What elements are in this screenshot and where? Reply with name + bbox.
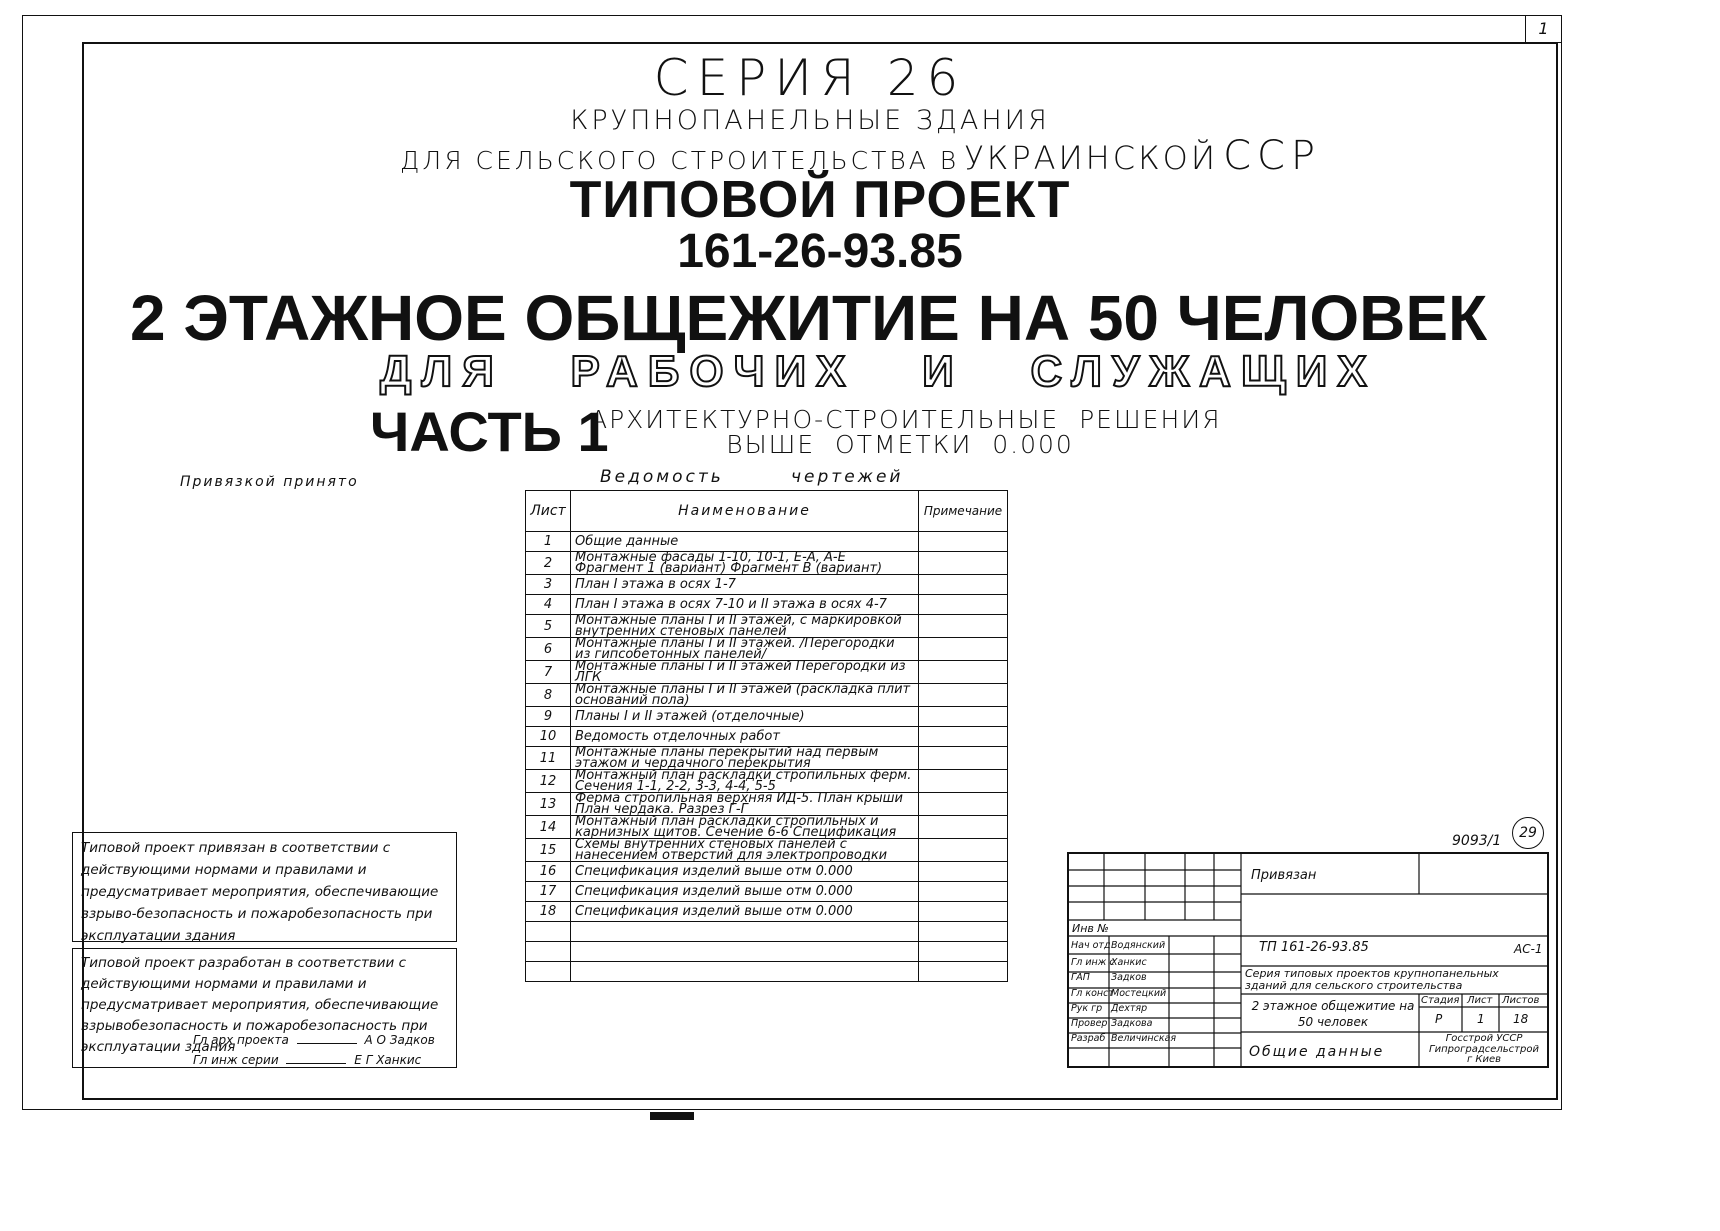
sheet-row-note: [919, 552, 1008, 575]
sheet-row-number: 14: [526, 816, 571, 839]
sheet-row-note: [919, 862, 1008, 882]
sheet-list-body: [526, 532, 1008, 982]
stage-value: Р: [1435, 1012, 1443, 1026]
sheet-row-note: [919, 661, 1008, 684]
sheet-row: [526, 595, 1008, 615]
sheet-row-note: [919, 922, 1008, 942]
staff-name: Ханкис: [1111, 957, 1147, 968]
sheet-row-number: 9: [526, 707, 571, 727]
adopted-label: Привязкой принято: [180, 474, 359, 490]
sheet-row-number: [526, 942, 571, 962]
sheet-row-number: 16: [526, 862, 571, 882]
sheet-row-name: Монтажный план раскладки стропильных и карнизных щитов. Сечение 6-6 Спецификация: [571, 816, 919, 839]
staff-role: Гл инж с: [1071, 957, 1115, 968]
sheet-row-number: 6: [526, 638, 571, 661]
sheet-row-name: [571, 922, 919, 942]
staff-role: Нач отд: [1071, 940, 1111, 951]
sheet-row: [526, 962, 1008, 982]
sheets-value: 18: [1513, 1012, 1529, 1026]
note-box-lower: [72, 948, 457, 1068]
signature-2-mark: [286, 1063, 346, 1064]
sheet-row-number: 1: [526, 532, 571, 552]
project-number: 161-26-93.85: [677, 225, 963, 278]
sheet-row: [526, 770, 1008, 793]
sheet-list-title: Ведомость чертежей: [600, 467, 904, 487]
sheet-row: [526, 684, 1008, 707]
main-title: 2 ЭТАЖНОЕ ОБЩЕЖИТИЕ НА 50 ЧЕЛОВЕК: [130, 282, 1488, 354]
org-line3: г Киев: [1466, 1054, 1502, 1065]
signature-1-name: А О Задков: [364, 1033, 435, 1047]
sheet-row: [526, 727, 1008, 747]
sheet-row: [526, 882, 1008, 902]
sheet-row: [526, 747, 1008, 770]
outline-title: ДЛЯ РАБОЧИХ И СЛУЖАЩИХ: [380, 347, 1377, 396]
object-name: 2 этажное общежитие на 50 человек: [1251, 999, 1415, 1029]
sheet-row-name: Монтажные планы I и II этажей, с маркировкой внутренних стеновых панелей: [571, 615, 919, 638]
sheet-row-name: Планы I и II этажей (отделочные): [571, 707, 919, 727]
inventory-number: 9093/1: [1452, 833, 1502, 849]
signature-row-1: [193, 1029, 435, 1051]
org-block: [1421, 1034, 1547, 1066]
sheet-list-header: [526, 491, 1008, 532]
sheet-row: [526, 942, 1008, 962]
sheet-code: АС-1: [1514, 942, 1543, 956]
sheet-row-name: Монтажные планы I и II этажей (раскладка плит оснований пола): [571, 684, 919, 707]
sheet-row: [526, 532, 1008, 552]
sheet-row: [526, 816, 1008, 839]
sheet-row-name: Спецификация изделий выше отм 0.000: [571, 862, 919, 882]
sheet-row: [526, 902, 1008, 922]
sheet-row-note: [919, 942, 1008, 962]
note-upper-text: Типовой проект привязан в соответствии с действующими нормами и правилами и предусматривает мероприятия, обеспечивающие взрыво-безопасность и пожаробезопасность при эксплуатации здания: [81, 840, 439, 944]
org-line1: Госстрой УССР: [1445, 1033, 1523, 1044]
sheet-row-name: [571, 942, 919, 962]
sheet-row: [526, 661, 1008, 684]
sheet-row-number: [526, 962, 571, 982]
corner-box: [1525, 15, 1562, 43]
staff-name: Дехтяр: [1111, 1003, 1148, 1014]
sheet-row: [526, 793, 1008, 816]
circle-number: 29: [1519, 825, 1537, 841]
subtitle-line1: КРУПНОПАНЕЛЬНЫЕ ЗДАНИЯ: [570, 105, 1050, 136]
sheet-row-name: Монтажные планы I и II этажей. /Перегородки из гипсобетонных панелей/: [571, 638, 919, 661]
staff-role: Разраб: [1071, 1033, 1106, 1044]
sheet-row-number: 3: [526, 575, 571, 595]
sheet-row-name: Ферма стропильная верхняя ИД-5. План крыши План чердака. Разрез Г-Г: [571, 793, 919, 816]
header-sheet: Лист: [526, 491, 571, 532]
sheet-row-number: 11: [526, 747, 571, 770]
note-lower-text: Типовой проект разработан в соответствии с действующими нормами и правилами и предусматривает мероприятия, обеспечивающие взрывобезопасность и пожаробезопасность при эксплуатации здания: [81, 955, 439, 1055]
sheet-row-note: [919, 595, 1008, 615]
sheet-row-number: 5: [526, 615, 571, 638]
series-desc: Серия типовых проектов крупнопанельных зданий для сельского строительства: [1245, 967, 1499, 992]
sheet-row-name: Спецификация изделий выше отм 0.000: [571, 902, 919, 922]
org-line2: Гипроградсельстрой: [1429, 1043, 1539, 1055]
part-label: ЧАСТЬ 1: [370, 400, 609, 463]
sheet-row-note: [919, 962, 1008, 982]
sheet-row-name: [571, 962, 919, 982]
sheet-row: [526, 862, 1008, 882]
sheet-row-number: 17: [526, 882, 571, 902]
sheet-row-note: [919, 793, 1008, 816]
corner-number: 1: [1538, 19, 1549, 38]
stage-label: Стадия: [1421, 995, 1460, 1006]
sheet-row-number: 12: [526, 770, 571, 793]
subtitle-line2-c: ССР: [1223, 133, 1322, 179]
sheet-row-note: [919, 532, 1008, 552]
sheet-row: [526, 922, 1008, 942]
sheet-label: Лист: [1467, 995, 1493, 1006]
sheet-row-number: 18: [526, 902, 571, 922]
header-name: Наименование: [571, 491, 919, 532]
sheet-row: [526, 575, 1008, 595]
staff-role: Рук гр: [1071, 1003, 1103, 1014]
sheet-row-name: Спецификация изделий выше отм 0.000: [571, 882, 919, 902]
sheet-row-number: 10: [526, 727, 571, 747]
sheet-row-name: План I этажа в осях 1-7: [571, 575, 919, 595]
signature-2-label: Гл инж серии: [193, 1053, 279, 1067]
sheet-row-name: Монтажные фасады 1-10, 10-1, Е-А, А-Е Фрагмент 1 (вариант) Фрагмент В (вариант): [571, 552, 919, 575]
staff-role: Провер: [1071, 1018, 1108, 1029]
sheet-row-number: 4: [526, 595, 571, 615]
staff-name: Величинская: [1111, 1033, 1177, 1044]
sheet-row-name: Монтажные планы I и II этажей Перегородки из ЛГК: [571, 661, 919, 684]
sheet-row: [526, 615, 1008, 638]
staff-name: Водянский: [1111, 940, 1166, 951]
sheet-row-number: 2: [526, 552, 571, 575]
sheet-row-name: План I этажа в осях 7-10 и II этажа в осях 4-7: [571, 595, 919, 615]
subtitle-line2-b: УКРАИНСКОЙ: [964, 139, 1218, 177]
staff-role: Гл конст: [1071, 988, 1114, 999]
sheet-row: [526, 707, 1008, 727]
sheet-row: [526, 552, 1008, 575]
sheet-value: 1: [1477, 1012, 1485, 1026]
sheet-row-note: [919, 638, 1008, 661]
signature-row-2: [193, 1049, 421, 1071]
sheets-label: Листов: [1502, 995, 1540, 1006]
sheet-list-table: [525, 490, 1008, 982]
sheet-row-note: [919, 575, 1008, 595]
sheet-row-name: Ведомость отделочных работ: [571, 727, 919, 747]
staff-role: ГАП: [1071, 972, 1090, 983]
sheet-row-name: Схемы внутренних стеновых панелей с нанесением отверстий для электропроводки: [571, 839, 919, 862]
signature-1-label: Гл арх проекта: [193, 1033, 289, 1047]
sheet-circle: [1512, 817, 1544, 849]
series-title: СЕРИЯ 26: [653, 49, 967, 107]
subtitle-line2-a: ДЛЯ СЕЛЬСКОГО СТРОИТЕЛЬСТВА В: [400, 146, 960, 175]
sheet-row-number: 13: [526, 793, 571, 816]
bottom-mark: [650, 1112, 694, 1120]
sheet-row-note: [919, 902, 1008, 922]
sheet-row-note: [919, 839, 1008, 862]
title-block: [1067, 852, 1549, 1068]
drawing-name: Общие данные: [1249, 1044, 1385, 1060]
inv-label: Инв №: [1072, 922, 1109, 935]
sheet-row-note: [919, 615, 1008, 638]
sheet-row-note: [919, 816, 1008, 839]
sheet-row-note: [919, 770, 1008, 793]
sheet-row-name: Монтажный план раскладки стропильных ферм. Сечения 1-1, 2-2, 3-3, 4-4, 5-5: [571, 770, 919, 793]
sheet-row-note: [919, 882, 1008, 902]
sheet-row: [526, 638, 1008, 661]
sheet-row-number: 15: [526, 839, 571, 862]
note-box-upper: [72, 832, 457, 942]
staff-name: Задкова: [1111, 1018, 1153, 1029]
sheet-row-note: [919, 747, 1008, 770]
signature-1-mark: [297, 1043, 357, 1044]
sheet-row-number: 7: [526, 661, 571, 684]
sheet-row-number: 8: [526, 684, 571, 707]
sheet-row: [526, 839, 1008, 862]
staff-name: Мостецкий: [1111, 988, 1167, 999]
sheet-row-note: [919, 707, 1008, 727]
staff-name: Задков: [1111, 972, 1147, 983]
sheet-row-note: [919, 727, 1008, 747]
signature-2-name: Е Г Ханкис: [354, 1053, 422, 1067]
sheet-row-name: Общие данные: [571, 532, 919, 552]
sheet-row-number: [526, 922, 571, 942]
project-label: ТИПОВОЙ ПРОЕКТ: [569, 171, 1071, 229]
part-desc-line2: ВЫШЕ ОТМЕТКИ 0.000: [726, 430, 1074, 459]
attached-label: Привязан: [1251, 868, 1317, 883]
sheet-row-name: Монтажные планы перекрытий над первым этажом и чердачного перекрытия: [571, 747, 919, 770]
sheet-row-note: [919, 684, 1008, 707]
doc-code: ТП 161-26-93.85: [1259, 940, 1369, 955]
part-desc-line1: АРХИТЕКТУРНО-СТРОИТЕЛЬНЫЕ РЕШЕНИЯ: [590, 405, 1222, 434]
header-note: Примечание: [919, 491, 1008, 532]
